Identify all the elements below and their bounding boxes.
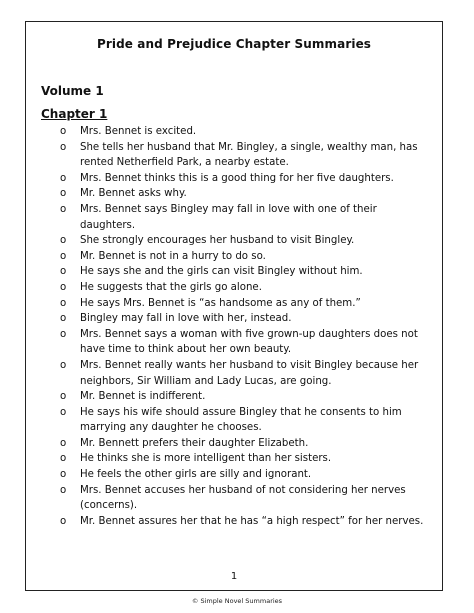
bullet-marker: o <box>60 359 67 371</box>
volume-heading: Volume 1 <box>41 84 104 98</box>
bullet-marker: o <box>60 484 67 496</box>
summary-list <box>60 124 424 529</box>
list-item <box>60 358 424 389</box>
list-item <box>60 296 424 312</box>
bullet-marker: o <box>60 406 67 418</box>
bullet-marker: o <box>60 281 67 293</box>
list-item <box>60 389 424 405</box>
copyright-notice: © Simple Novel Summaries <box>191 597 283 605</box>
document-title: Pride and Prejudice Chapter Summaries <box>96 37 372 51</box>
bullet-marker: o <box>60 266 67 278</box>
list-item <box>60 451 424 467</box>
bullet-marker: o <box>60 172 67 184</box>
list-item-text: Mrs. Bennet says a woman with five grown-up daughters does not have time to think about her own beauty. <box>80 328 418 356</box>
list-item <box>60 436 424 452</box>
list-item <box>60 249 424 265</box>
list-item-text: He feels the other girls are silly and ignorant. <box>80 469 312 481</box>
list-item <box>60 264 424 280</box>
list-item-text: Mr. Bennet is indifferent. <box>80 391 206 403</box>
list-item <box>60 186 424 202</box>
list-item-text: Mr. Bennett prefers their daughter Elizabeth. <box>80 437 309 449</box>
list-item-text: She strongly encourages her husband to visit Bingley. <box>80 235 355 247</box>
bullet-marker: o <box>60 453 67 465</box>
list-item-text: Mrs. Bennet is excited. <box>80 126 197 137</box>
bullet-marker: o <box>60 188 67 200</box>
list-item <box>60 280 424 296</box>
chapter-heading: Chapter 1 <box>41 107 108 121</box>
bullet-marker: o <box>60 313 67 325</box>
list-item <box>60 514 424 530</box>
list-item <box>60 467 424 483</box>
list-item-text: He says his wife should assure Bingley that he consents to him marrying any daughter he chooses. <box>80 406 402 434</box>
list-item-text: Mrs. Bennet accuses her husband of not considering her nerves (concerns). <box>80 484 406 512</box>
list-item-text: She tells her husband that Mr. Bingley, a single, wealthy man, has rented Netherfield Park, a nearby estate. <box>80 141 418 169</box>
bullet-marker: o <box>60 203 67 215</box>
bullet-marker: o <box>60 391 67 403</box>
list-item <box>60 171 424 187</box>
list-item <box>60 311 424 327</box>
list-item <box>60 202 424 233</box>
list-item-text: Mr. Bennet asks why. <box>80 188 187 200</box>
list-item-text: Mr. Bennet assures her that he has “a high respect” for her nerves. <box>80 515 424 527</box>
list-item-text: Bingley may fall in love with her, instead. <box>80 313 292 325</box>
bullet-marker: o <box>60 235 67 247</box>
bullet-marker: o <box>60 437 67 449</box>
bullet-marker: o <box>60 297 67 309</box>
list-item <box>60 233 424 249</box>
list-item-text: Mrs. Bennet thinks this is a good thing for her five daughters. <box>80 172 394 184</box>
list-item-text: He suggests that the girls go alone. <box>80 281 262 293</box>
bullet-marker: o <box>60 141 67 153</box>
list-item-text: Mrs. Bennet says Bingley may fall in love with one of their daughters. <box>80 203 377 231</box>
list-item <box>60 140 424 171</box>
page-number: 1 <box>230 571 238 582</box>
list-item-text: He says Mrs. Bennet is “as handsome as any of them.” <box>80 297 361 309</box>
bullet-marker: o <box>60 328 67 340</box>
list-item-text: He says she and the girls can visit Bingley without him. <box>80 266 363 278</box>
bullet-marker: o <box>60 250 67 262</box>
bullet-marker: o <box>60 126 67 137</box>
list-item-text: Mr. Bennet is not in a hurry to do so. <box>80 250 266 262</box>
list-item <box>60 124 424 140</box>
list-item <box>60 405 424 436</box>
list-item <box>60 327 424 358</box>
bullet-marker: o <box>60 515 67 527</box>
bullet-marker: o <box>60 469 67 481</box>
list-item <box>60 483 424 514</box>
list-item-text: Mrs. Bennet really wants her husband to visit Bingley because her neighbors, Sir William and Lady Lucas, are going. <box>80 359 419 387</box>
list-item-text: He thinks she is more intelligent than her sisters. <box>80 453 332 465</box>
